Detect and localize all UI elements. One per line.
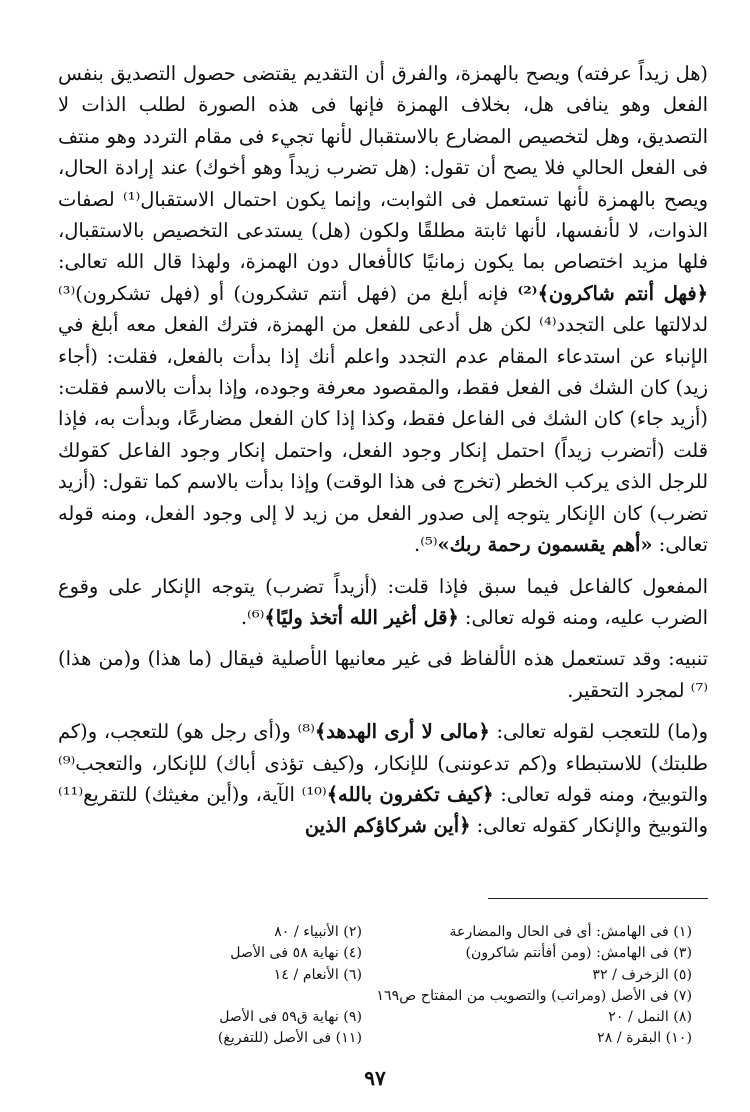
paragraph-2 [58, 571, 708, 634]
paragraph-4-text: و(ما) للتعجب لقوله تعالى: [489, 720, 708, 744]
paragraph-1-continued: فإنه أبلغ من (فهل أنتم تشكرون) أو (فهل تشكرون)⁽³⁾ لدلالتها على التجدد⁽⁴⁾ لكن هل أدعى للفعل من الهمزة، فترك الفعل معه أبلغ في الإنباء عن استدعاء المقام عدم التجدد واعلم أنك إذا بدأت بالفعل، فقلت: (أجاء زيد) كان الشك فى الفعل فقط، والمقصود معرفة وجوده، وإذا بدأت بالاسم فقلت: (أزيد جاء) كان الشك فى الفاعل فقط، وكذا إذا كان الفعل مضارعًا، وبدأت به، فإذا قلت (أتضرب زيداً) احتمل إنكار وجود الفعل، واحتمل إنكار وجود الفاعل كقولك للرجل الذى يركب الخطر (تخرج فى هذا الوقت) وإذا بدأت بالاسم كما تقول: (أزيد تضرب) كان الإنكار يتوجه إلى صدور الفعل من زيد لا إلى وجود الفعل، ومنه قوله تعالى: [58, 281, 709, 557]
paragraph-2-text: المفعول كالفاعل فيما سبق فإذا قلت: (أزيداً تضرب) يتوجه الإنكار على وقوع الضرب عليه، ومنه قوله تعالى: [58, 574, 708, 629]
footnote-5: (٥) الزخرف / ٣٢ [592, 966, 692, 983]
footnote-row [72, 1028, 692, 1049]
quran-quote-3: ﴿قل أغير الله أتخذ وليًا﴾ [264, 605, 459, 629]
footnote-4: (٤) نهاية ٥٨ فى الأصل [230, 945, 362, 962]
paragraph-3-text: تنبيه: وقد تستعمل هذه الألفاظ فى غير معانيها الأصلية فيقال (ما هذا) و(من هذا)⁽⁷⁾ لمجرد التحقير. [58, 647, 708, 702]
footnote-row [72, 922, 692, 943]
footnote-row [72, 1007, 692, 1028]
paragraph-4-continued-2: ⁽¹⁰⁾ الآية، و(أين مغيثك) للتقريع⁽¹¹⁾ والتوبيخ والإنكار كقوله تعالى: [58, 782, 708, 838]
footnote-3: (٣) فى الهامش: (ومن أفأنتم شاكرون) [465, 945, 692, 962]
footnote-2: (٢) الأنبياء / ٨٠ [274, 924, 362, 940]
main-text [58, 58, 708, 842]
footnote-1: (١) فى الهامش: أى فى الحال والمضارعة [449, 924, 692, 940]
footnote-11: (١١) فى الأصل (للتفريغ) [217, 1030, 362, 1047]
footnotes [72, 922, 692, 1050]
footnote-8: (٨) النمل / ٢٠ [608, 1009, 692, 1026]
page-number: ٩٧ [364, 1066, 386, 1090]
footnote-9: (٩) نهاية ق٥٩ فى الأصل [219, 1009, 362, 1026]
footnote-ref-5: ⁽⁵⁾. [414, 533, 438, 557]
footnote-10: (١٠) البقرة / ٢٨ [597, 1030, 692, 1047]
quran-quote-2: «أهم يقسمون رحمة ربك» [437, 533, 653, 557]
paragraph-3 [58, 643, 708, 706]
quran-quote-1: ﴿فهل أنتم شاكرون﴾⁽²⁾ [517, 281, 708, 305]
paragraph-4-continued: ⁽⁸⁾ و(أى رجل هو) للتعجب، و(كم طلبتك) للاستبطاء و(كم تدعوننى) للإنكار، و(كيف تؤذى أباك) للإنكار، والتعجب⁽⁹⁾ والتوبيخ، ومنه قوله تعالى: [58, 720, 708, 806]
footnote-row [72, 943, 692, 964]
quran-quote-4: ﴿مالى لا أرى الهدهد﴾ [314, 720, 490, 744]
paragraph-1 [58, 58, 708, 561]
paragraph-4 [58, 716, 708, 842]
paragraph-1-text: (هل زيداً عرفته) ويصح بالهمزة، والفرق أن التقديم يقتضى حصول التصديق بنفس الفعل وهو ينافى هل، بخلاف الهمزة فإنها فى هذه الصورة لطلب الذات لا التصديق، وهل لتخصيص المضارع بالاستقبال لأنها تجيء فى مقام التردد وهو منتف فى الفعل الحالي فلا يصح أن تقول: (هل تضرب زيداً وهو أخوك) عند إرادة الحال، ويصح بالهمزة لأنها تستعمل فى الثوابت، وإنما يكون احتمال الاستقبال⁽¹⁾ لصفات الذوات، لا لأنفسها، لأنها ثابتة مطلقًا ولكون (هل) يستدعى التخصيص بالاستقبال، فلها مزيد اختصاص بما يكون زمانيًا كالأفعال دون الهمزة، ولهذا قال الله تعالى: [58, 62, 708, 274]
footnote-row [72, 986, 692, 1007]
footnote-divider [488, 898, 708, 899]
quran-quote-5: ﴿كيف تكفرون بالله﴾ [326, 782, 494, 806]
footnote-ref-6: ⁽⁶⁾. [240, 605, 265, 629]
footnote-row [72, 965, 692, 986]
footnote-6: (٦) الأنعام / ١٤ [273, 966, 362, 983]
footnote-7: (٧) فى الأصل (ومراتب) والتصويب من المفتاح ص١٦٩ [376, 987, 692, 1004]
quran-quote-6: ﴿أين شركاؤكم الذين [304, 814, 471, 838]
